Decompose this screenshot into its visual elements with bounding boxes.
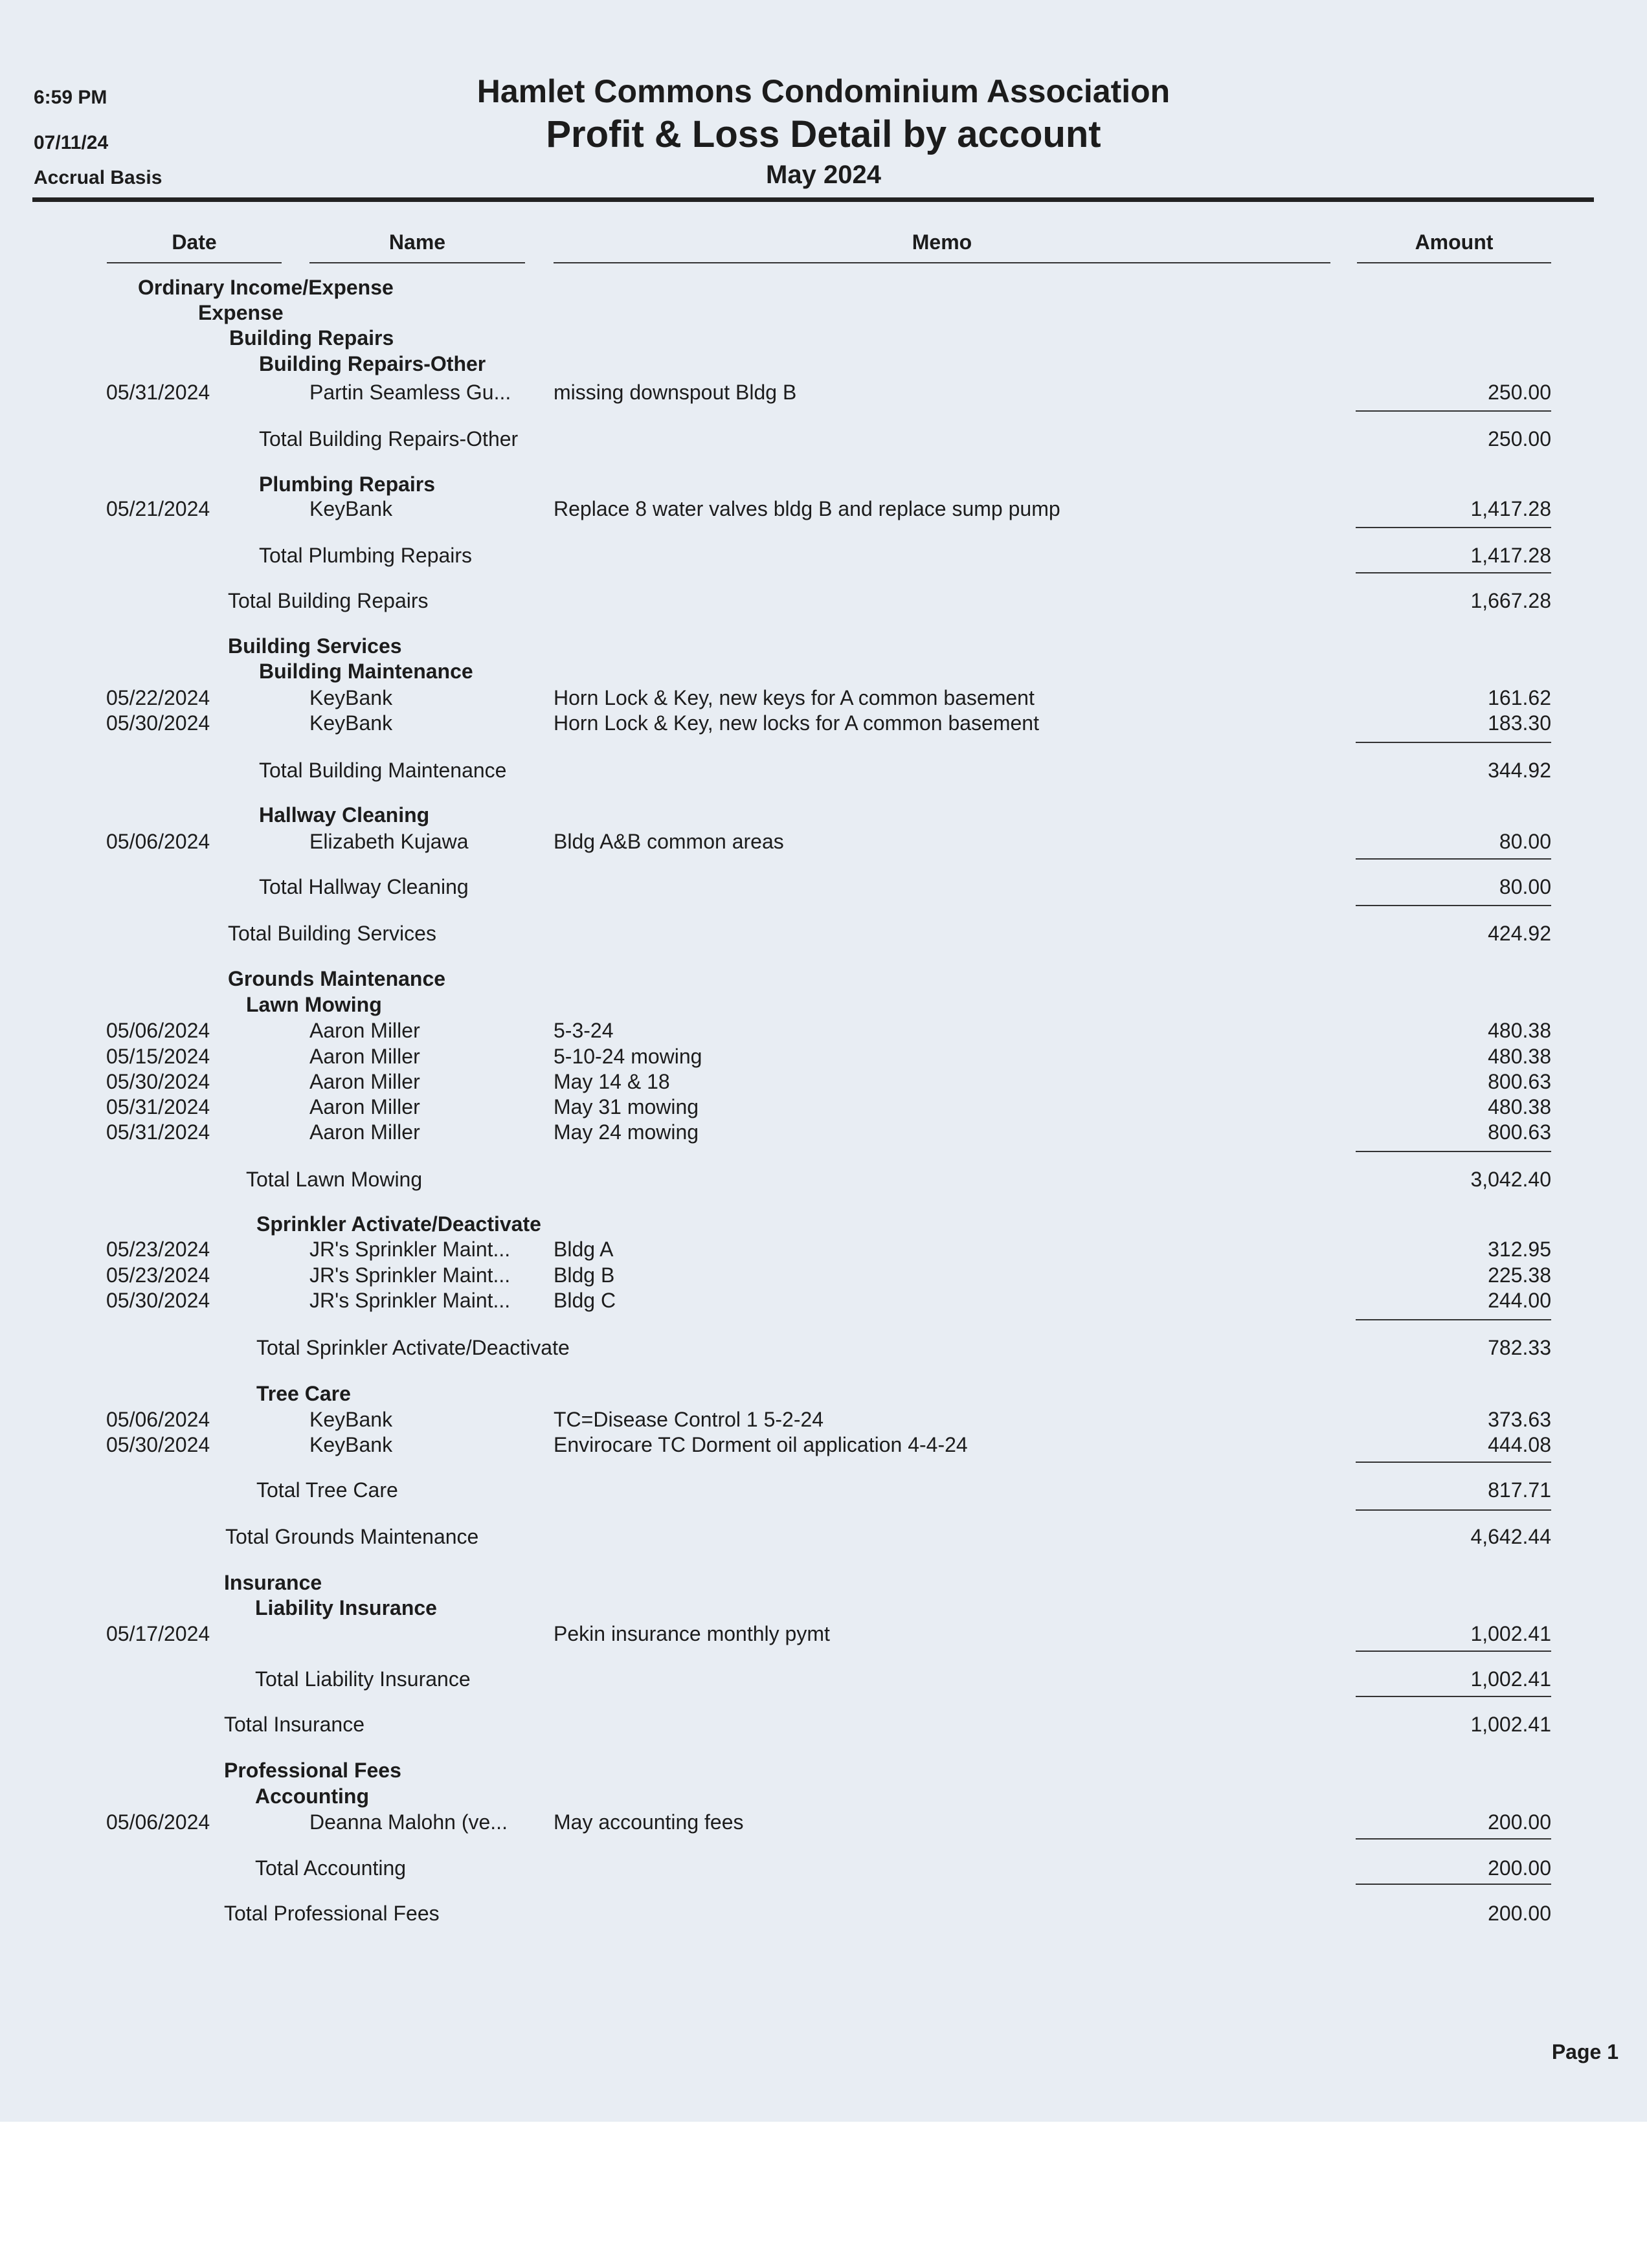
txn-amount: 800.63 (1488, 1120, 1551, 1144)
report-date: 07/11/24 (34, 132, 109, 153)
txn-memo: Replace 8 water valves bldg B and replace sump pump (554, 497, 1060, 520)
txn-date: 05/31/2024 (106, 381, 210, 404)
total-row (0, 875, 1647, 901)
section-header (0, 1596, 1647, 1622)
transaction-row (0, 1238, 1647, 1263)
txn-name: JR's Sprinkler Maint... (309, 1263, 511, 1287)
txn-name: KeyBank (309, 711, 393, 735)
section-header (0, 472, 1647, 498)
txn-date: 05/15/2024 (106, 1045, 210, 1068)
txn-name: Deanna Malohn (ve... (309, 1810, 508, 1834)
section-header (0, 967, 1647, 993)
txn-name: KeyBank (309, 497, 393, 520)
txn-date: 05/06/2024 (106, 1810, 210, 1834)
txn-name: KeyBank (309, 1408, 393, 1431)
txn-name: Elizabeth Kujawa (309, 830, 469, 853)
total-row (0, 1856, 1647, 1882)
section-label: Building Services (228, 634, 402, 658)
report-basis: Accrual Basis (34, 167, 162, 188)
section-header (0, 326, 1647, 352)
section-label: Insurance (224, 1571, 322, 1594)
section-label: Expense (198, 301, 284, 324)
column-header-date: Date (172, 230, 217, 254)
total-row (0, 427, 1647, 453)
section-header (0, 1784, 1647, 1810)
total-row (0, 1525, 1647, 1551)
report-period: May 2024 (766, 161, 881, 189)
amount-underline (1356, 1319, 1551, 1320)
report-title: Profit & Loss Detail by account (546, 113, 1101, 155)
txn-name: JR's Sprinkler Maint... (309, 1238, 511, 1261)
txn-name: Aaron Miller (309, 1120, 420, 1144)
txn-memo: May 24 mowing (554, 1120, 699, 1144)
txn-date: 05/06/2024 (106, 1408, 210, 1431)
section-label: Sprinkler Activate/Deactivate (256, 1212, 541, 1236)
txn-memo: Bldg A (554, 1238, 614, 1261)
txn-memo: TC=Disease Control 1 5-2-24 (554, 1408, 824, 1431)
txn-amount: 250.00 (1488, 381, 1551, 404)
txn-name: Aaron Miller (309, 1095, 420, 1118)
txn-date: 05/30/2024 (106, 1070, 210, 1093)
total-row (0, 1902, 1647, 1928)
total-amount: 1,002.41 (1470, 1667, 1551, 1691)
total-label: Total Professional Fees (224, 1902, 440, 1925)
total-amount: 3,042.40 (1470, 1168, 1551, 1191)
total-label: Total Sprinkler Activate/Deactivate (256, 1336, 570, 1359)
amount-underline (1356, 410, 1551, 412)
txn-memo: 5-3-24 (554, 1019, 614, 1042)
txn-date: 05/30/2024 (106, 711, 210, 735)
txn-amount: 480.38 (1488, 1045, 1551, 1068)
section-header (0, 352, 1647, 378)
amount-underline (1356, 858, 1551, 860)
page-number: Page 1 (1551, 2040, 1619, 2063)
total-row (0, 1168, 1647, 1194)
section-label: Building Repairs-Other (259, 352, 486, 375)
column-header-name: Name (388, 230, 446, 254)
section-header (0, 1571, 1647, 1597)
transaction-row (0, 1019, 1647, 1045)
txn-amount: 444.08 (1488, 1433, 1551, 1456)
txn-memo: Envirocare TC Dorment oil application 4-4-24 (554, 1433, 968, 1456)
total-amount: 344.92 (1488, 759, 1551, 782)
section-label: Lawn Mowing (246, 993, 382, 1016)
total-amount: 782.33 (1488, 1336, 1551, 1359)
txn-memo: May accounting fees (554, 1810, 744, 1834)
section-header (0, 660, 1647, 685)
section-header (0, 276, 1647, 302)
section-header (0, 634, 1647, 660)
txn-memo: missing downspout Bldg B (554, 381, 797, 404)
section-label: Ordinary Income/Expense (138, 276, 394, 299)
amount-underline (1356, 742, 1551, 743)
section-label: Grounds Maintenance (228, 967, 446, 990)
total-amount: 200.00 (1488, 1902, 1551, 1925)
section-label: Tree Care (256, 1382, 351, 1405)
total-row (0, 1478, 1647, 1504)
txn-date: 05/06/2024 (106, 1019, 210, 1042)
amount-underline (1356, 905, 1551, 906)
total-amount: 424.92 (1488, 922, 1551, 945)
column-rule-amount (1357, 262, 1551, 263)
txn-amount: 225.38 (1488, 1263, 1551, 1287)
section-label: Accounting (255, 1784, 369, 1808)
transaction-row (0, 1622, 1647, 1648)
amount-underline (1356, 1838, 1551, 1840)
column-rule-date (107, 262, 282, 263)
total-label: Total Building Services (228, 922, 436, 945)
total-label: Total Accounting (255, 1856, 407, 1880)
transaction-row (0, 711, 1647, 737)
company-name: Hamlet Commons Condominium Association (476, 73, 1171, 109)
txn-amount: 800.63 (1488, 1070, 1551, 1093)
total-row (0, 1667, 1647, 1693)
txn-memo: May 31 mowing (554, 1095, 699, 1118)
transaction-row (0, 1095, 1647, 1121)
txn-memo: Bldg C (554, 1289, 616, 1312)
txn-name: Aaron Miller (309, 1045, 420, 1068)
section-label: Plumbing Repairs (259, 472, 436, 496)
txn-memo: Bldg A&B common areas (554, 830, 784, 853)
section-header (0, 1212, 1647, 1238)
section-header (0, 993, 1647, 1019)
amount-underline (1356, 1651, 1551, 1652)
column-header-amount: Amount (1415, 230, 1494, 254)
total-amount: 80.00 (1499, 875, 1551, 898)
section-label: Professional Fees (224, 1759, 401, 1782)
column-rule-memo (554, 262, 1330, 263)
total-label: Total Insurance (224, 1713, 365, 1736)
total-amount: 1,417.28 (1470, 544, 1551, 567)
total-label: Total Tree Care (256, 1478, 398, 1502)
transaction-row (0, 381, 1647, 406)
txn-memo: Bldg B (554, 1263, 615, 1287)
total-label: Total Building Repairs (228, 589, 429, 612)
transaction-row (0, 1263, 1647, 1289)
total-label: Total Lawn Mowing (246, 1168, 423, 1191)
amount-underline (1356, 527, 1551, 528)
txn-name: KeyBank (309, 1433, 393, 1456)
amount-underline (1356, 572, 1551, 573)
total-row (0, 922, 1647, 948)
txn-memo: Horn Lock & Key, new keys for A common basement (554, 686, 1035, 709)
transaction-row (0, 686, 1647, 712)
txn-amount: 80.00 (1499, 830, 1551, 853)
txn-name: JR's Sprinkler Maint... (309, 1289, 511, 1312)
total-row (0, 589, 1647, 615)
txn-date: 05/23/2024 (106, 1238, 210, 1261)
total-label: Total Grounds Maintenance (225, 1525, 479, 1548)
txn-date: 05/31/2024 (106, 1095, 210, 1118)
transaction-row (0, 830, 1647, 856)
transaction-row (0, 1045, 1647, 1071)
txn-memo: 5-10-24 mowing (554, 1045, 702, 1068)
transaction-row (0, 1289, 1647, 1315)
txn-amount: 373.63 (1488, 1408, 1551, 1431)
amount-underline (1356, 1151, 1551, 1152)
txn-amount: 480.38 (1488, 1019, 1551, 1042)
section-label: Hallway Cleaning (259, 803, 430, 827)
txn-date: 05/31/2024 (106, 1120, 210, 1144)
column-header-memo: Memo (912, 230, 972, 254)
transaction-row (0, 1120, 1647, 1146)
total-amount: 200.00 (1488, 1856, 1551, 1880)
txn-name: Aaron Miller (309, 1070, 420, 1093)
section-header (0, 1759, 1647, 1784)
section-header (0, 803, 1647, 829)
total-amount: 817.71 (1488, 1478, 1551, 1502)
section-label: Building Repairs (229, 326, 394, 350)
report-time: 6:59 PM (34, 87, 107, 108)
txn-amount: 480.38 (1488, 1095, 1551, 1118)
section-header (0, 1382, 1647, 1408)
total-amount: 250.00 (1488, 427, 1551, 450)
txn-amount: 183.30 (1488, 711, 1551, 735)
txn-memo: Horn Lock & Key, new locks for A common basement (554, 711, 1039, 735)
amount-underline (1356, 1884, 1551, 1885)
total-amount: 1,667.28 (1470, 589, 1551, 612)
txn-date: 05/21/2024 (106, 497, 210, 520)
section-label: Building Maintenance (259, 660, 473, 683)
txn-name: Partin Seamless Gu... (309, 381, 511, 404)
txn-date: 05/30/2024 (106, 1289, 210, 1312)
txn-date: 05/22/2024 (106, 686, 210, 709)
total-amount: 1,002.41 (1470, 1713, 1551, 1736)
amount-underline (1356, 1462, 1551, 1463)
txn-date: 05/06/2024 (106, 830, 210, 853)
txn-memo: May 14 & 18 (554, 1070, 670, 1093)
total-row (0, 759, 1647, 784)
transaction-row (0, 1810, 1647, 1836)
total-label: Total Plumbing Repairs (259, 544, 473, 567)
transaction-row (0, 1408, 1647, 1434)
total-row (0, 544, 1647, 570)
total-row (0, 1713, 1647, 1739)
txn-memo: Pekin insurance monthly pymt (554, 1622, 830, 1645)
txn-amount: 161.62 (1488, 686, 1551, 709)
amount-underline (1356, 1509, 1551, 1511)
transaction-row (0, 1433, 1647, 1459)
txn-amount: 200.00 (1488, 1810, 1551, 1834)
txn-name: Aaron Miller (309, 1019, 420, 1042)
txn-amount: 244.00 (1488, 1289, 1551, 1312)
txn-date: 05/23/2024 (106, 1263, 210, 1287)
txn-amount: 1,002.41 (1470, 1622, 1551, 1645)
total-amount: 4,642.44 (1470, 1525, 1551, 1548)
txn-date: 05/17/2024 (106, 1622, 210, 1645)
total-label: Total Hallway Cleaning (259, 875, 469, 898)
amount-underline (1356, 1696, 1551, 1697)
total-label: Total Building Maintenance (259, 759, 507, 782)
section-header (0, 301, 1647, 327)
column-rule-name (309, 262, 525, 263)
transaction-row (0, 1070, 1647, 1096)
txn-amount: 312.95 (1488, 1238, 1551, 1261)
total-row (0, 1336, 1647, 1362)
total-label: Total Building Repairs-Other (259, 427, 519, 450)
header-rule (32, 197, 1594, 202)
section-label: Liability Insurance (255, 1596, 437, 1619)
txn-name: KeyBank (309, 686, 393, 709)
transaction-row (0, 497, 1647, 523)
txn-date: 05/30/2024 (106, 1433, 210, 1456)
txn-amount: 1,417.28 (1470, 497, 1551, 520)
total-label: Total Liability Insurance (255, 1667, 471, 1691)
